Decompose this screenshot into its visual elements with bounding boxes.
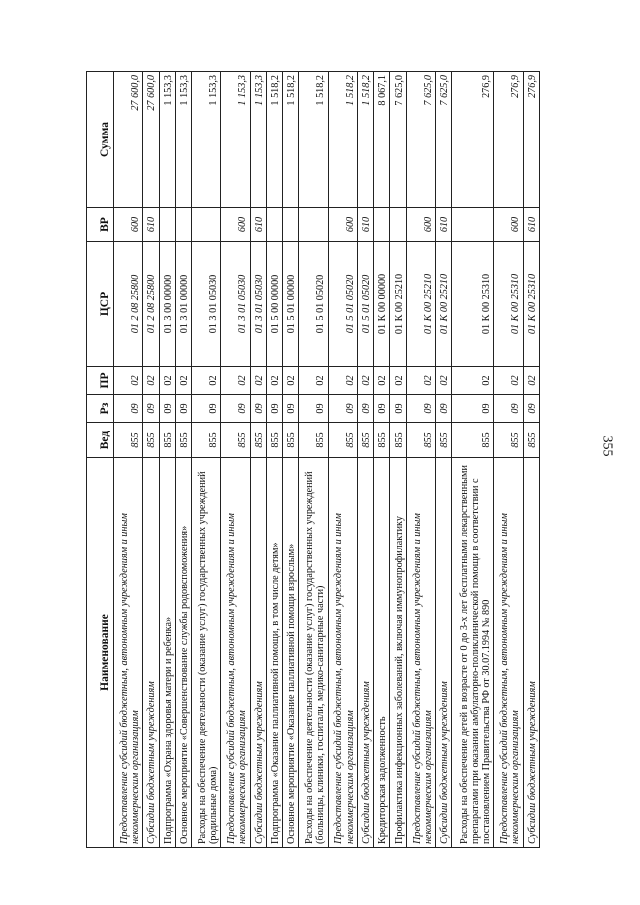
cell-vr: 600 <box>406 208 435 242</box>
header-name: Наименование <box>87 458 114 848</box>
table-row <box>435 72 451 848</box>
cell-ved: 855 <box>374 423 390 458</box>
cell-name: Предоставление субсидий бюджетным, автономным учреждениям и иным некоммерческим организациям <box>494 458 523 848</box>
cell-ved: 855 <box>406 423 435 458</box>
cell-sum: 1 153,3 <box>250 72 266 208</box>
cell-ved: 855 <box>266 423 282 458</box>
cell-ved: 855 <box>250 423 266 458</box>
cell-pr: 02 <box>523 367 540 395</box>
cell-pr: 02 <box>435 367 451 395</box>
cell-vr <box>374 208 390 242</box>
cell-ved: 855 <box>435 423 451 458</box>
cell-vr <box>390 208 406 242</box>
cell-vr <box>192 208 221 242</box>
cell-rz: 09 <box>159 395 175 423</box>
cell-ved: 855 <box>357 423 373 458</box>
table-row <box>114 72 143 848</box>
cell-rz: 09 <box>374 395 390 423</box>
cell-name: Кредиторская задолженность <box>374 458 390 848</box>
cell-rz: 09 <box>143 395 159 423</box>
cell-pr: 02 <box>192 367 221 395</box>
table-row <box>175 72 191 848</box>
cell-pr: 02 <box>175 367 191 395</box>
cell-name: Подпрограмма «Охрана здоровья матери и ребенка» <box>159 458 175 848</box>
cell-csr: 01 К 00 00000 <box>374 242 390 367</box>
table-row <box>374 72 390 848</box>
cell-csr: 01 К 00 25310 <box>523 242 540 367</box>
cell-sum: 1 518,2 <box>328 72 357 208</box>
cell-name: Субсидии бюджетным учреждениям <box>357 458 373 848</box>
cell-rz: 09 <box>390 395 406 423</box>
cell-csr: 01 5 01 05020 <box>299 242 328 367</box>
cell-name: Предоставление субсидий бюджетным, автономным учреждениям и иным некоммерческим организациям <box>114 458 143 848</box>
cell-ved: 855 <box>452 423 494 458</box>
cell-ved: 855 <box>114 423 143 458</box>
table-row <box>494 72 523 848</box>
cell-csr: 01 3 01 00000 <box>175 242 191 367</box>
cell-rz: 09 <box>328 395 357 423</box>
header-sum: Сумма <box>87 72 114 208</box>
cell-csr: 01 5 01 00000 <box>283 242 299 367</box>
cell-pr: 02 <box>452 367 494 395</box>
cell-name: Субсидии бюджетным учреждениям <box>435 458 451 848</box>
cell-pr: 02 <box>114 367 143 395</box>
cell-vr: 610 <box>523 208 540 242</box>
cell-sum: 7 625,0 <box>406 72 435 208</box>
cell-rz: 09 <box>299 395 328 423</box>
cell-pr: 02 <box>328 367 357 395</box>
table-row <box>390 72 406 848</box>
cell-csr: 01 2 08 25800 <box>114 242 143 367</box>
cell-ved: 855 <box>328 423 357 458</box>
table-row <box>357 72 373 848</box>
cell-sum: 1 153,3 <box>221 72 250 208</box>
cell-ved: 855 <box>283 423 299 458</box>
rotated-table-container <box>86 72 540 848</box>
table-row <box>221 72 250 848</box>
cell-name: Субсидии бюджетным учреждениям <box>250 458 266 848</box>
cell-sum: 1 153,3 <box>159 72 175 208</box>
cell-sum: 1 518,2 <box>266 72 282 208</box>
cell-csr: 01 2 08 25800 <box>143 242 159 367</box>
cell-rz: 09 <box>114 395 143 423</box>
cell-vr <box>159 208 175 242</box>
cell-pr: 02 <box>374 367 390 395</box>
header-rz: Рз <box>87 395 114 423</box>
cell-ved: 855 <box>143 423 159 458</box>
cell-vr <box>452 208 494 242</box>
table-row <box>299 72 328 848</box>
cell-rz: 09 <box>435 395 451 423</box>
cell-name: Расходы на обеспечение деятельности (оказание услуг) государственных учреждений (родильные дома) <box>192 458 221 848</box>
cell-sum: 1 518,2 <box>357 72 373 208</box>
cell-pr: 02 <box>283 367 299 395</box>
table-row <box>523 72 540 848</box>
cell-vr: 600 <box>328 208 357 242</box>
cell-sum: 27 600,0 <box>114 72 143 208</box>
page-number: 355 <box>599 435 615 457</box>
cell-csr: 01 3 00 00000 <box>159 242 175 367</box>
cell-name: Предоставление субсидий бюджетным, автономным учреждениям и иным некоммерческим организациям <box>221 458 250 848</box>
cell-vr: 610 <box>250 208 266 242</box>
header-vr: ВР <box>87 208 114 242</box>
cell-csr: 01 К 00 25210 <box>390 242 406 367</box>
cell-sum: 1 153,3 <box>175 72 191 208</box>
cell-name: Расходы на обеспечение деятельности (оказание услуг) государственных учреждений (больницы, клиники, госпитали, медико-санитарные части) <box>299 458 328 848</box>
cell-sum: 7 625,0 <box>435 72 451 208</box>
cell-name: Предоставление субсидий бюджетным, автономным учреждениям и иным некоммерческим организациям <box>328 458 357 848</box>
cell-name: Основное мероприятие «Оказание паллиативной помощи взрослым» <box>283 458 299 848</box>
cell-csr: 01 5 00 00000 <box>266 242 282 367</box>
cell-pr: 02 <box>250 367 266 395</box>
cell-rz: 09 <box>452 395 494 423</box>
cell-rz: 09 <box>523 395 540 423</box>
cell-sum: 276,9 <box>494 72 523 208</box>
cell-ved: 855 <box>221 423 250 458</box>
cell-name: Расходы на обеспечение детей в возрасте от 0 до 3-х лет бесплатными лекарственными препаратами при оказании амбулаторно-поликлинической помощи в соответствии с постановлением Правительства РФ от 30.07.1994 № 890 <box>452 458 494 848</box>
cell-ved: 855 <box>299 423 328 458</box>
cell-rz: 09 <box>250 395 266 423</box>
cell-vr: 600 <box>494 208 523 242</box>
cell-csr: 01 К 00 25210 <box>435 242 451 367</box>
header-pr: ПР <box>87 367 114 395</box>
table-row <box>452 72 494 848</box>
header-csr: ЦСР <box>87 242 114 367</box>
cell-csr: 01 3 01 05030 <box>192 242 221 367</box>
cell-csr: 01 К 00 25210 <box>406 242 435 367</box>
cell-sum: 27 600,0 <box>143 72 159 208</box>
table-row <box>143 72 159 848</box>
cell-sum: 7 625,0 <box>390 72 406 208</box>
cell-sum: 1 153,3 <box>192 72 221 208</box>
table-row <box>406 72 435 848</box>
cell-name: Субсидии бюджетным учреждениям <box>523 458 540 848</box>
cell-ved: 855 <box>494 423 523 458</box>
cell-vr: 600 <box>221 208 250 242</box>
cell-name: Подпрограмма «Оказание паллиативной помощи, в том числе детям» <box>266 458 282 848</box>
table-row <box>328 72 357 848</box>
table-row <box>192 72 221 848</box>
cell-pr: 02 <box>143 367 159 395</box>
cell-name: Основное мероприятие «Совершенствование службы родовспоможения» <box>175 458 191 848</box>
table-row <box>266 72 282 848</box>
cell-rz: 09 <box>175 395 191 423</box>
cell-sum: 8 067,1 <box>374 72 390 208</box>
cell-pr: 02 <box>390 367 406 395</box>
cell-vr <box>266 208 282 242</box>
cell-sum: 276,9 <box>523 72 540 208</box>
cell-pr: 02 <box>221 367 250 395</box>
cell-rz: 09 <box>357 395 373 423</box>
cell-sum: 1 518,2 <box>283 72 299 208</box>
cell-vr: 610 <box>435 208 451 242</box>
table-row <box>159 72 175 848</box>
cell-rz: 09 <box>266 395 282 423</box>
cell-vr <box>283 208 299 242</box>
cell-pr: 02 <box>266 367 282 395</box>
cell-ved: 855 <box>175 423 191 458</box>
cell-ved: 855 <box>159 423 175 458</box>
cell-sum: 276,9 <box>452 72 494 208</box>
cell-sum: 1 518,2 <box>299 72 328 208</box>
cell-rz: 09 <box>494 395 523 423</box>
cell-pr: 02 <box>357 367 373 395</box>
cell-name: Профилактика инфекционных заболеваний, включая иммунопрофилактику <box>390 458 406 848</box>
cell-name: Предоставление субсидий бюджетным, автономным учреждениям и иным некоммерческим организациям <box>406 458 435 848</box>
table-header-row <box>87 72 114 848</box>
header-ved: Вед <box>87 423 114 458</box>
cell-pr: 02 <box>494 367 523 395</box>
budget-table <box>86 71 540 848</box>
cell-csr: 01 5 01 05020 <box>328 242 357 367</box>
cell-csr: 01 3 01 05030 <box>250 242 266 367</box>
cell-rz: 09 <box>192 395 221 423</box>
table-row <box>283 72 299 848</box>
cell-vr: 610 <box>143 208 159 242</box>
cell-pr: 02 <box>406 367 435 395</box>
cell-vr: 600 <box>114 208 143 242</box>
cell-vr: 610 <box>357 208 373 242</box>
cell-csr: 01 5 01 05020 <box>357 242 373 367</box>
cell-vr <box>299 208 328 242</box>
cell-pr: 02 <box>159 367 175 395</box>
cell-csr: 01 3 01 05030 <box>221 242 250 367</box>
cell-ved: 855 <box>390 423 406 458</box>
cell-ved: 855 <box>523 423 540 458</box>
table-row <box>250 72 266 848</box>
cell-vr <box>175 208 191 242</box>
cell-name: Субсидии бюджетным учреждениям <box>143 458 159 848</box>
cell-rz: 09 <box>406 395 435 423</box>
cell-pr: 02 <box>299 367 328 395</box>
cell-rz: 09 <box>221 395 250 423</box>
table-body <box>114 72 540 848</box>
cell-csr: 01 К 00 25310 <box>494 242 523 367</box>
cell-ved: 855 <box>192 423 221 458</box>
cell-csr: 01 К 00 25310 <box>452 242 494 367</box>
cell-rz: 09 <box>283 395 299 423</box>
